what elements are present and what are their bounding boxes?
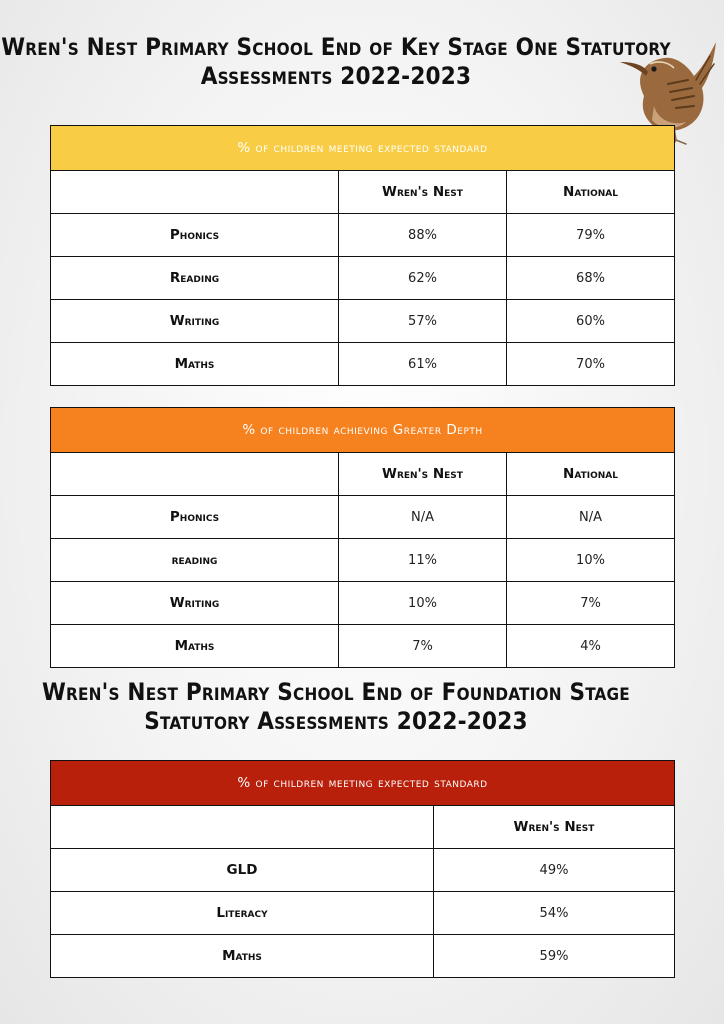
table-row bbox=[51, 496, 675, 539]
wrens-nest-value: 54% bbox=[434, 892, 675, 935]
row-label: reading bbox=[51, 539, 339, 582]
row-label: GLD bbox=[51, 849, 434, 892]
national-value: 68% bbox=[507, 257, 675, 300]
wrens-nest-value: 11% bbox=[339, 539, 507, 582]
eyfs-expected-standard-table bbox=[50, 760, 675, 978]
national-value: 79% bbox=[507, 214, 675, 257]
eyfs-expected-heading: % of children meeting expected standard bbox=[51, 761, 675, 806]
table-row bbox=[51, 892, 675, 935]
wrens-nest-value: 57% bbox=[339, 300, 507, 343]
wrens-nest-value: 88% bbox=[339, 214, 507, 257]
national-value: 4% bbox=[507, 625, 675, 668]
row-label: Maths bbox=[51, 625, 339, 668]
wrens-nest-value: 59% bbox=[434, 935, 675, 978]
row-label: Maths bbox=[51, 343, 339, 386]
wrens-nest-value: 62% bbox=[339, 257, 507, 300]
wrens-nest-value: 7% bbox=[339, 625, 507, 668]
ks1-expected-heading: % of children meeting expected standard bbox=[51, 126, 675, 171]
table-row bbox=[51, 625, 675, 668]
table-row bbox=[51, 257, 675, 300]
ks1-greater-depth-heading: % of children achieving Greater Depth bbox=[51, 408, 675, 453]
ks1-title-line2: Assessments 2022-2023 bbox=[200, 62, 472, 90]
national-value: N/A bbox=[507, 496, 675, 539]
wrens-nest-value: N/A bbox=[339, 496, 507, 539]
row-label: Reading bbox=[51, 257, 339, 300]
ks1-greater-depth-table bbox=[50, 407, 675, 668]
col-header-wrens-nest: Wren's Nest bbox=[339, 171, 507, 214]
national-value: 7% bbox=[507, 582, 675, 625]
empty-header-cell bbox=[51, 806, 434, 849]
ks1-expected-standard-table bbox=[50, 125, 675, 386]
empty-header-cell bbox=[51, 171, 339, 214]
eyfs-title bbox=[0, 678, 672, 736]
table-row bbox=[51, 849, 675, 892]
table-row bbox=[51, 582, 675, 625]
row-label: Literacy bbox=[51, 892, 434, 935]
col-header-national: National bbox=[507, 453, 675, 496]
wrens-nest-value: 10% bbox=[339, 582, 507, 625]
ks1-title bbox=[0, 33, 672, 91]
empty-header-cell bbox=[51, 453, 339, 496]
national-value: 70% bbox=[507, 343, 675, 386]
ks1-title-line1: Wren's Nest Primary School End of Key Stage One Statutory bbox=[1, 33, 671, 61]
table-row bbox=[51, 343, 675, 386]
wrens-nest-value: 49% bbox=[434, 849, 675, 892]
table-row bbox=[51, 539, 675, 582]
national-value: 10% bbox=[507, 539, 675, 582]
table-row bbox=[51, 214, 675, 257]
row-label: Phonics bbox=[51, 214, 339, 257]
row-label: Writing bbox=[51, 582, 339, 625]
wrens-nest-value: 61% bbox=[339, 343, 507, 386]
eyfs-title-line2: Statutory Assessments 2022-2023 bbox=[144, 707, 528, 735]
row-label: Maths bbox=[51, 935, 434, 978]
row-label: Phonics bbox=[51, 496, 339, 539]
national-value: 60% bbox=[507, 300, 675, 343]
eyfs-title-line1: Wren's Nest Primary School End of Foundation Stage bbox=[42, 678, 630, 706]
col-header-wrens-nest: Wren's Nest bbox=[339, 453, 507, 496]
col-header-national: National bbox=[507, 171, 675, 214]
table-row bbox=[51, 300, 675, 343]
row-label: Writing bbox=[51, 300, 339, 343]
table-row bbox=[51, 935, 675, 978]
col-header-wrens-nest: Wren's Nest bbox=[434, 806, 675, 849]
